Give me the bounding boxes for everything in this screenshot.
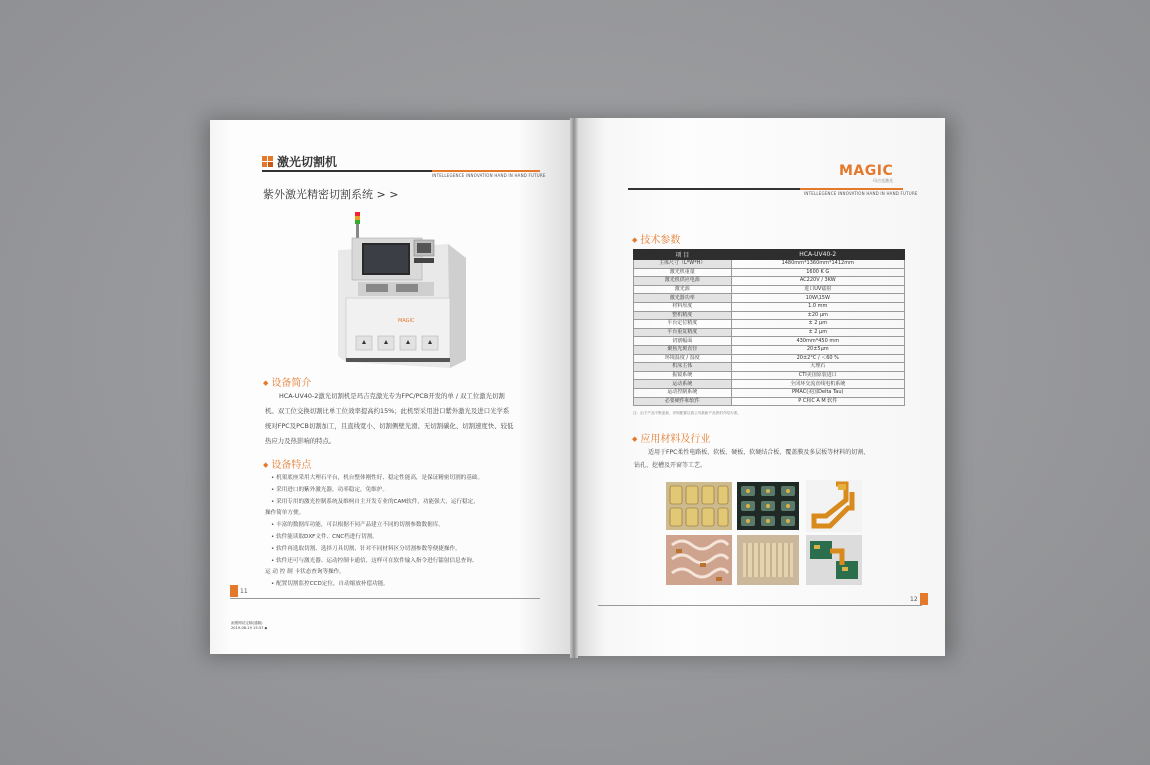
- spec-value-cell: CTI美国原装进口: [731, 371, 904, 380]
- intro-heading: ◆ 设备简介: [263, 378, 312, 389]
- pcb-board-photo: [737, 482, 799, 530]
- spec-value-cell: PMAC(美国Delta Tau): [731, 388, 904, 397]
- right-page-number: 12: [910, 596, 918, 603]
- spec-label-cell: 平台重复精度: [634, 328, 732, 337]
- table-header-cell: 项 目: [634, 250, 732, 260]
- spec-label-cell: 激光机供应电源: [634, 277, 732, 286]
- table-row: [634, 311, 905, 320]
- flex-cable-photo: [806, 480, 862, 532]
- spec-value-cell: 10W\15W: [731, 294, 904, 303]
- spec-value-cell: ± 2 μm: [731, 320, 904, 329]
- left-tagline: INTELLEGENCE INNOVATION HAND IN HAND FUTURE: [432, 173, 546, 178]
- features-list: [265, 473, 483, 591]
- page-subtitle: 紫外激光精密切割系统 > >: [263, 188, 399, 201]
- spec-label-cell: 环境温度 / 湿度: [634, 354, 732, 363]
- flex-board-photo-2: [666, 535, 732, 585]
- spec-value-cell: AC220V / 3KW: [731, 277, 904, 286]
- list-item: • 丰富的数据库功能，可以根据不同产品建立不同的切割参数数据库。: [271, 522, 444, 529]
- spec-value-cell: ±20 μm: [731, 311, 904, 320]
- section-logo-icon: [262, 156, 274, 168]
- spec-table: [633, 249, 905, 406]
- svg-text:MAGIC: MAGIC: [398, 318, 415, 324]
- table-row: [634, 260, 905, 269]
- spec-label-cell: 运动系统: [634, 380, 732, 389]
- brochure-spine: [570, 118, 578, 658]
- spec-value-cell: 大理石: [731, 363, 904, 372]
- left-page-number: 11: [240, 588, 248, 595]
- spec-label-cell: 振镜系统: [634, 371, 732, 380]
- spec-label-cell: 必要硬件和软件: [634, 397, 732, 406]
- spec-value-cell: 20±2°C / ＜60 %: [731, 354, 904, 363]
- list-item: • 软件能读取DXF文件、CNC档进行切割。: [271, 533, 378, 540]
- table-header-cell: HCA-UV40-2: [731, 250, 904, 260]
- flex-board-photo-1: [666, 482, 732, 530]
- table-row: [634, 397, 905, 406]
- left-page-number-marker: [230, 585, 238, 597]
- footer-rule: [230, 598, 540, 599]
- table-row: [634, 345, 905, 354]
- right-tagline: INTELLEGENCE INNOVATION HAND IN HAND FUTURE: [804, 191, 918, 196]
- spec-label-cell: 机床主体: [634, 363, 732, 372]
- table-row: [634, 268, 905, 277]
- list-item: • 软件还可与激光器、运动控制卡通信，这样可在软件输入指令进行镭射信息查询、: [271, 557, 478, 564]
- table-row: [634, 363, 905, 372]
- intro-paragraph: HCA-UV40-2激光切割机是玛吉克激光专为FPC/PCB开发的单 / 双工位激光切割 机。双工位交换切割比单工位效率提高约15%；此机型采用进口紫外激光及进口光学系 统对FPC及PCB切割加工，且直线宽小、切割侧壁光滑、无切割碳化、切割速度快、较低 热应力及热影响的特点。: [265, 392, 514, 445]
- spec-value-cell: ± 2 μm: [731, 328, 904, 337]
- table-row: [634, 302, 905, 311]
- spec-value-cell: 430mm*450 mm: [731, 337, 904, 346]
- applications-paragraph: 适用于FPC柔性电路板、软板、硬板、软硬结合板、覆盖膜及多层板等材料的切割、 钻孔、挖槽及开窗等工艺。: [634, 449, 870, 469]
- table-header-row: [634, 250, 905, 260]
- specs-heading: ◆ 技术参数: [632, 235, 681, 246]
- applications-heading: ◆ 应用材料及行业: [632, 434, 711, 445]
- flex-strip-photo: [737, 535, 799, 585]
- spec-label-cell: 激光机重量: [634, 268, 732, 277]
- table-row: [634, 371, 905, 380]
- brand-logo: MAGIC: [839, 163, 894, 179]
- spec-value-cell: 1600 K G: [731, 268, 904, 277]
- laser-cutter-machine-image: [328, 210, 476, 370]
- spec-value-cell: 全闭环交流直线电机系统: [731, 380, 904, 389]
- list-item: 运 动 控 制 卡状态查询等操作。: [265, 569, 345, 576]
- list-item: • 机架底座采用大理石平台，机台整体刚性好、稳定性能高，是保证精密切割的基础。: [271, 475, 484, 481]
- print-imprint: 画册网站定稿(通稿) 2019-08-19 15:37 ◆: [231, 621, 268, 630]
- right-header-rule-accent: [800, 188, 903, 190]
- list-item: • 采用专用的激光控制系统及维柯自主开发专业的CAM软件，功能强大，运行稳定，: [271, 498, 479, 505]
- table-row: [634, 320, 905, 329]
- table-row: [634, 294, 905, 303]
- spec-value-cell: 进口UV镭射: [731, 285, 904, 294]
- spec-label-cell: 激光源: [634, 285, 732, 294]
- spec-note: 注：由于产品不断更新，详细配置以我公司最新产品资料介绍为准。: [633, 411, 741, 415]
- header-rule-accent: [432, 170, 540, 172]
- right-page-number-marker: [920, 593, 928, 605]
- spec-label-cell: 平台定位精度: [634, 320, 732, 329]
- spec-value-cell: P C和C A M 软件: [731, 397, 904, 406]
- list-item: • 配置切割监控CCD定位，自动缩放补偿功能。: [271, 581, 389, 588]
- spec-value-cell: 1.0 mm: [731, 302, 904, 311]
- list-item: • 软件再选取切割、选择刀具切割、针对不同材料区分切割参数等便捷操作。: [271, 545, 461, 552]
- spec-label-cell: 整机精度: [634, 311, 732, 320]
- list-item: 操作简单方便。: [265, 510, 305, 517]
- spec-label-cell: 运动控制系统: [634, 388, 732, 397]
- spec-label-cell: 材料厚度: [634, 302, 732, 311]
- features-heading: ◆ 设备特点: [263, 460, 312, 471]
- table-row: [634, 277, 905, 286]
- table-row: [634, 328, 905, 337]
- spec-label-cell: 激光器功率: [634, 294, 732, 303]
- table-row: [634, 337, 905, 346]
- right-header-rule-dark: [628, 188, 800, 190]
- spec-label-cell: 切割幅面: [634, 337, 732, 346]
- list-item: • 采用进口的紫外激光器，功率稳定，免维护。: [271, 486, 388, 493]
- section-title: 激光切割机: [277, 155, 338, 169]
- table-row: [634, 285, 905, 294]
- brand-subtitle: 玛吉克激光: [873, 178, 893, 183]
- right-footer-rule: [598, 605, 922, 606]
- table-row: [634, 354, 905, 363]
- spec-label-cell: 聚焦光斑直径: [634, 345, 732, 354]
- spec-value-cell: 1480mm*1360mm*1412mm: [731, 260, 904, 269]
- spec-value-cell: 20±5μm: [731, 345, 904, 354]
- table-row: [634, 388, 905, 397]
- header-rule-dark: [262, 170, 432, 172]
- table-row: [634, 380, 905, 389]
- rigid-flex-photo: [806, 535, 862, 585]
- spec-label-cell: 主体尺寸（L*W*H）: [634, 260, 732, 269]
